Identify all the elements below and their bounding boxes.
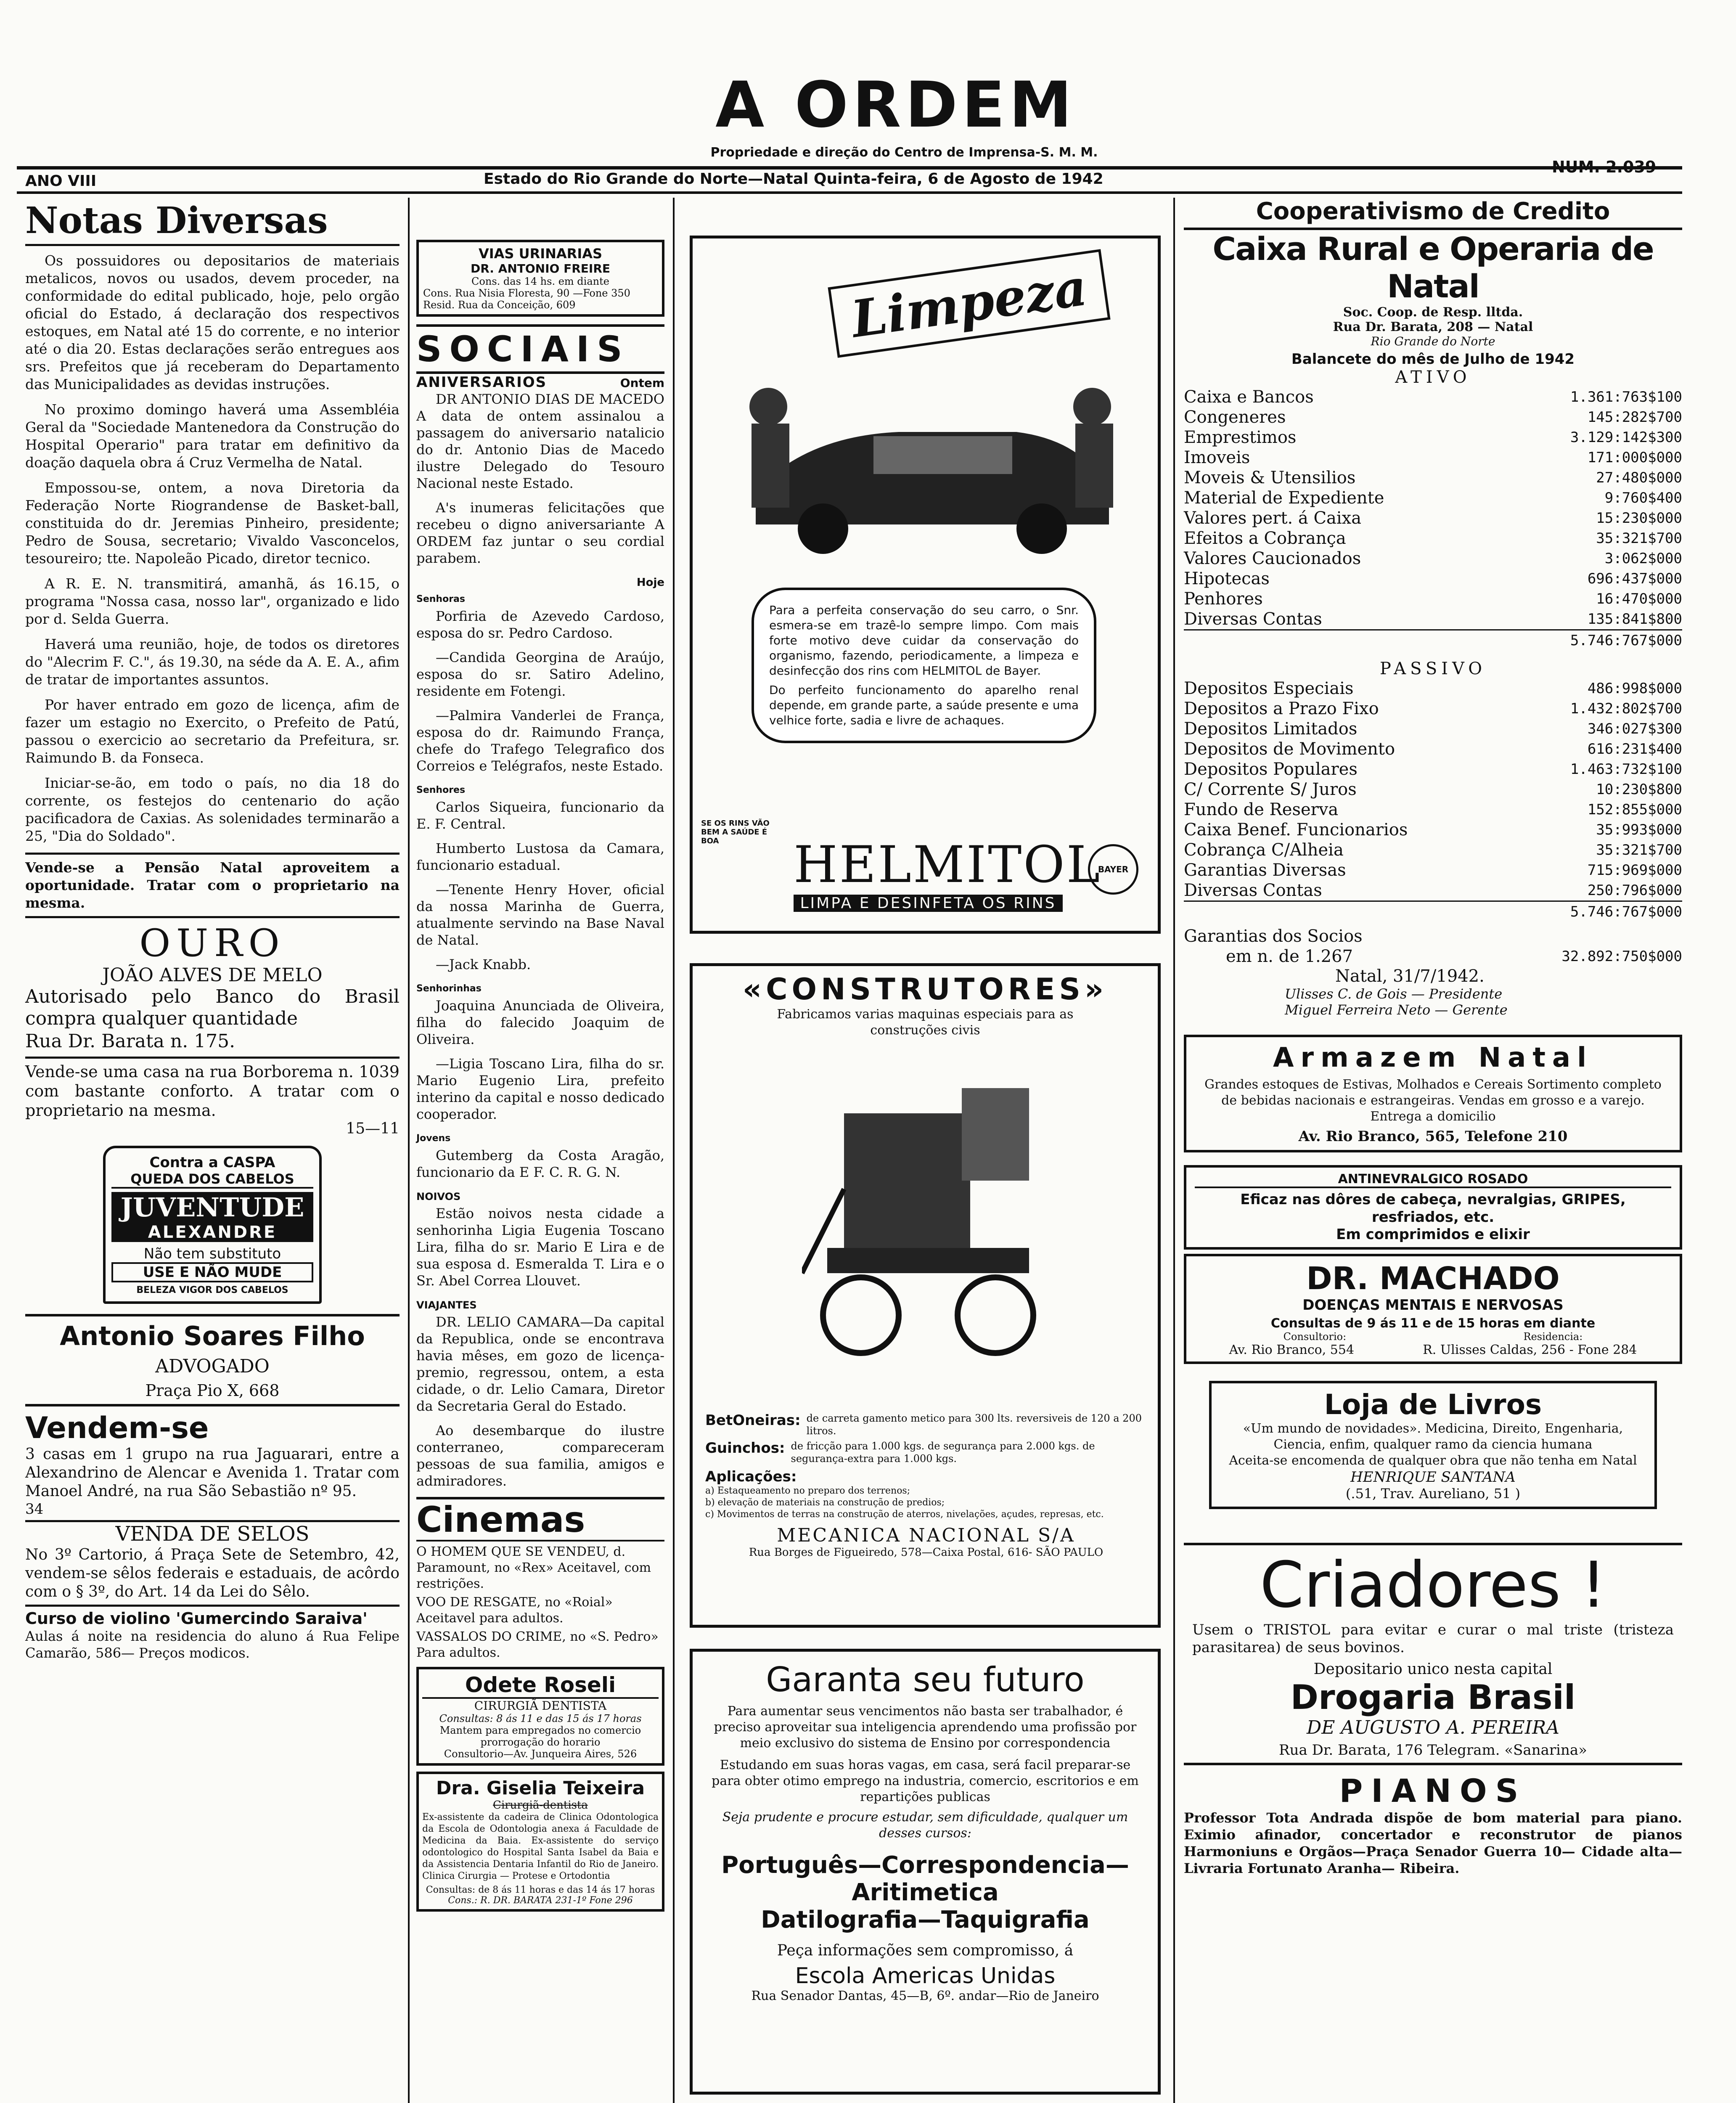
giselia-text: Ex-assistente da cadeira de Clinica Odontologica da Escola de Odontologia anexa á Faculdade de Medicina da Baia. Ex-assistente do serviço odontologico do Hospital Santa Isabel da Baia e da Assistencia Dentaria Infantil do Rio de Janeiro. Clinica Cirurgia — Protese e Ortodontia [422,1812,659,1881]
passivo-label: C/ Corrente S/ Juros [1184,780,1357,799]
helmitol-bubble [752,588,1096,743]
hoje-item: —Palmira Vanderlei de França, esposa do dr. Raimundo França, chefe do Trafego Telegrafico dos Correios e Telégrafos, neste Estado. [416,707,664,774]
rosado-title: ANTINEVRALGICO ROSADO [1195,1172,1671,1188]
juventude-top: Contra a CASPA [149,1154,275,1171]
juventude-side: BELEZA VIGOR DOS CABELOS [136,1285,288,1295]
vias-resid: Resid. Rua da Conceição, 609 [423,299,576,311]
betoneiras-row [705,1412,1147,1437]
column-1 [25,198,400,1661]
ativo-value: 9:760$400 [1604,490,1682,506]
ativo-total-row [1184,629,1682,651]
jovens-item: Gutemberg da Costa Aragão, funcionario da E F. C. R. G. N. [416,1147,664,1180]
ativo-row [1184,609,1682,629]
ativo-value: 3:062$000 [1604,550,1682,567]
car-window [873,436,1012,474]
construtores-sub: Fabricamos varias maquinas especiais para as construções civis [777,1007,1074,1038]
passivo-value: 152:855$000 [1587,801,1682,818]
rosado-text1: Eficaz nas dôres de cabeça, nevralgias, GRIPES, resfriados, etc. [1240,1191,1626,1226]
ouro-title: OURO [139,921,286,965]
machado-res-label: Residencia: [1523,1331,1583,1343]
bayer-logo [1088,844,1138,895]
garanta-text2: Estudando em suas horas vagas, em casa, será facil preparar-se para obter otimo emprego na industria, comercio, escritorios e em repartições publicas [712,1758,1139,1804]
passivo-row [1184,779,1682,800]
hoje-item: —Candida Georgina de Araújo, esposa do sr. Satiro Adelino, residente em Fotengi. [416,649,664,699]
signature-1: Ulisses C. de Gois — Presidente [1285,986,1503,1002]
mixer-hopper [962,1088,1029,1181]
passivo-value: 715:969$000 [1587,862,1682,879]
passivo-value: 346:027$300 [1587,720,1682,737]
column-rule-1 [408,198,410,2103]
ativo-label: Diversas Contas [1184,609,1322,629]
vendem-ref: 34 [25,1501,44,1518]
pianos-text: Professor Tota Andrada dispõe de bom material para piano. Eximio afinador, concertador e reconstrutor de pianos Harmoniuns e Orgãos—Praça Senador Guerra 10— Cidade alta— Livraria Fortunato Aranha— Ribeira. [1184,1810,1682,1876]
ativo-value: 3.129:142$300 [1570,429,1682,446]
senhores-label: Senhores [416,785,466,795]
masthead-year: ANO VIII [25,172,97,190]
column-rule-3 [1173,198,1175,2103]
juventude-bottom1: Não tem substituto [143,1245,281,1262]
cinema-item: VASSALOS DO CRIME, no «S. Pedro» Para adultos. [416,1629,659,1660]
ativo-row [1184,589,1682,609]
aniversarios-ontem: Ontem [620,376,664,390]
mecanica-address: Rua Borges de Figueiredo, 578—Caixa Postal, 616- SÃO PAULO [749,1546,1104,1559]
livros-text2: Aceita-se encomenda de qualquer obra que não tenha em Natal [1229,1453,1637,1468]
garanta-school: Escola Americas Unidas [795,1963,1056,1989]
ativo-row [1184,528,1682,548]
advogado-address: Praça Pio X, 668 [145,1381,280,1400]
odete-address: Consultorio—Av. Junqueira Aires, 526 [444,1748,637,1760]
bayer-text: BAYER [1098,864,1129,874]
nota-paragraph: A R. E. N. transmitirá, amanhã, ás 16.15, o programa "Nossa casa, nosso lar", organizado e lido por d. Selda Guerra. [25,575,400,627]
cinemas-list [416,1544,664,1661]
worker-head-2 [1073,388,1111,426]
passivo-label: Diversas Contas [1184,881,1322,900]
ativo-row [1184,508,1682,528]
senhorinhas-item: —Ligia Toscano Lira, filha do sr. Mario Eugenio Lira, prefeito interino da capital e nosso dedicado cooperador. [416,1056,664,1122]
aplicacao-item: c) Movimentos de terras na construção de aterros, nivelações, açudes, represas, etc. [705,1509,1104,1520]
passivo-label: Fundo de Reserva [1184,800,1339,819]
rosado-text2: Em comprimidos e elixir [1336,1226,1530,1243]
column-rule-2 [673,198,675,2103]
pianos-title: PIANOS [1339,1772,1527,1809]
masthead-subtitle: Propriedade e direção do Centro de Imprensa-S. M. M. [710,145,1098,160]
construtores-title: «CONSTRUTORES» [742,972,1108,1006]
garanta-address: Rua Senador Dantas, 45—B, 6º. andar—Rio de Janeiro [751,1989,1099,2003]
column-4 [1184,198,1682,1877]
giselia-ad [416,1772,664,1912]
sociais-body [416,391,664,1489]
drogaria-address: Rua Dr. Barata, 176 Telegram. «Sanarina» [1279,1742,1587,1759]
passivo-row [1184,678,1682,699]
odete-hours: Consultas: 8 ás 11 e das 15 ás 17 horas [439,1713,642,1724]
passivo-title: PASSIVO [1379,659,1486,678]
senhores-item: —Tenente Henry Hover, oficial da nossa Marinha de Guerra, atualmente servindo na Base Naval de Natal. [416,882,664,948]
ativo-label: Emprestimos [1184,428,1297,447]
cinema-item: O HOMEM QUE SE VENDEU, d. Paramount, no «Rex» Aceitavel, com restrições. [416,1544,651,1591]
juventude-top2: QUEDA DOS CABELOS [111,1171,313,1189]
criadores-dep: Depositario unico nesta capital [1313,1661,1553,1678]
garanta-ad [690,1649,1161,2095]
ativo-value: 135:841$800 [1587,611,1682,628]
passivo-value: 1.432:802$700 [1570,700,1682,717]
aniv-text2: A's inumeras felicitações que recebeu o digno aniversariante A ORDEM faz juntar o seu cordial parabem. [416,500,664,566]
garanta-info: Peça informações sem compromisso, á [777,1942,1074,1959]
passivo-label: Depositos Limitados [1184,719,1358,739]
passivo-row [1184,860,1682,880]
advogado-box [25,1314,400,1406]
passivo-label: Depositos Populares [1184,760,1358,779]
ativo-row [1184,407,1682,427]
garanta-title: Garanta seu futuro [766,1660,1085,1699]
livros-title: Loja de Livros [1324,1388,1542,1421]
balancete-title: Balancete do mês de Julho de 1942 [1291,351,1575,368]
noivos-title: NOIVOS [416,1191,461,1202]
ativo-label: Caixa e Bancos [1184,387,1314,407]
passivo-value: 10:230$800 [1596,781,1682,798]
juventude-brand2: ALEXANDRE [111,1223,313,1242]
nota-paragraph: Iniciar-se-ão, em todo o país, no dia 18 do corrente, os festejos do centenario do ação pacificadora de Caxias. As solenidades terminarão a 25, "Dia do Soldado". [25,775,400,844]
construtores-specs [705,1412,1147,1559]
livros-address: (.51, Trav. Aureliano, 51 ) [1345,1486,1521,1502]
coop-title: Cooperativismo de Credito [1256,198,1610,225]
criadores-ad [1184,1543,1682,1765]
passivo-label: Cobrança C/Alheia [1184,840,1344,860]
aniversarios-header [416,374,664,391]
noivos-text: Estão noivos nesta cidade a senhorinha Ligia Eugenia Toscano Lira, filha do sr. Mario E Lira e de sua esposa d. Esmeralda T. Lira e o Sr. Abel Correa Llouvet. [416,1205,664,1289]
senhores-item: Humberto Lustosa da Camara, funcionario estadual. [416,840,664,873]
ativo-row [1184,548,1682,569]
juventude-bottom2: USE E NÃO MUDE [111,1262,313,1282]
helmitol-tag: LIMPA E DESINFETA OS RINS [794,895,1063,912]
ativo-label: Penhores [1184,589,1263,609]
pensao-notice: Vende-se a Pensão Natal aproveitem a oportunidade. Tratar com o proprietario na mesma. [25,853,400,918]
passivo-value: 616:231$400 [1587,741,1682,758]
machado-ad [1184,1254,1682,1364]
natal-date: Natal, 31/7/1942. [1335,967,1485,986]
machado-labels [1195,1331,1671,1343]
passivo-value: 486:998$000 [1587,680,1682,697]
passivo-value: 250:796$000 [1587,882,1682,899]
passivo-label: Depositos a Prazo Fixo [1184,699,1379,718]
worker-body [752,424,789,508]
nota-paragraph: Haverá uma reunião, hoje, de todos os diretores do "Alecrim F. C.", ás 19.30, na séde da A. E. A., afim de tratar de importantes assuntos. [25,636,400,688]
caixa-title: Caixa Rural e Operaria de Natal [1184,228,1682,305]
guinchos-row [705,1440,1147,1465]
masthead-rule-top [17,166,1682,170]
caixa-soc: Soc. Coop. de Resp. lltda. [1343,305,1523,320]
notas-body [25,252,400,845]
mecanica-name: MECANICA NACIONAL S/A [777,1525,1075,1546]
senhores-item: Carlos Siqueira, funcionario da E. F. Central. [416,799,664,832]
ativo-value: 15:230$000 [1596,510,1682,527]
passivo-total: 5.746:767$000 [1570,903,1682,920]
passivo-total-row [1184,901,1682,922]
machado-sub: DOENÇAS MENTAIS E NERVOSAS [1302,1297,1564,1314]
ativo-label: Valores pert. á Caixa [1184,509,1362,528]
garantias-row [1184,926,1682,946]
senhorinhas-label: Senhorinhas [416,983,482,994]
senhoras-label: Senhoras [416,594,465,604]
kidney-caption: SE OS RINS VÃO BEM A SAÚDE É BOA [701,819,770,845]
jovens-label: Jovens [416,1133,451,1144]
aplicacoes-label: Aplicações: [705,1468,797,1485]
advogado-name: Antonio Soares Filho [60,1321,365,1351]
ouro-address: Rua Dr. Barata n. 175. [25,1030,236,1052]
vendese-casa: Vende-se uma casa na rua Borborema n. 1039 com bastante conforto. A tratar com o proprietario na mesma. [25,1057,400,1120]
masthead-number: NUM. 2.039 [1552,158,1657,176]
ativo-label: Valores Caucionados [1184,549,1361,568]
passivo-row [1184,880,1682,901]
livros-text: «Um mundo de novidades». Medicina, Direito, Engenharia, Ciencia, enfim, qualquer ramo da ciencia humana [1243,1421,1623,1452]
construtores-ad [690,963,1161,1628]
aniv-text: DR ANTONIO DIAS DE MACEDO A data de ontem assinalou a passagem do aniversario natalicio do dr. Antonio Dias de Macedo ilustre Delegado do Tesouro Nacional neste Estado. [416,391,664,491]
ativo-total: 5.746:767$000 [1570,632,1682,649]
aniversarios-title: ANIVERSARIOS [416,374,547,391]
nota-paragraph: No proximo domingo haverá uma Assembléia Geral da "Sociedade Mantenedora da Construção do Hospital Operario" para tratar em definitivo da doação daquela obra á Cruz Vermelha de Natal. [25,401,400,471]
machado-cons-label: Consultorio: [1283,1331,1347,1343]
cinema-item: VOO DE RESGATE, no «Roial» Aceitavel para adultos. [416,1595,613,1626]
ativo-label: Material de Expediente [1184,488,1384,508]
masthead-rule-bottom [17,191,1682,194]
giselia-title: Cirurgiã-dentista [493,1799,588,1812]
ativo-title: ATIVO [1395,368,1471,387]
hoje-item: Porfiria de Azevedo Cardoso, esposa do sr. Pedro Cardoso. [416,608,664,641]
viajantes-text: DR. LELIO CAMARA—Da capital da Republica, onde se encontrava havia mêses, em gozo de licença-premio, regressou, ontem, a esta cidade, o dr. Lelio Camara, Diretor da Secretaria Geral do Estado. [416,1314,664,1414]
juventude-brand: JUVENTUDE [111,1192,313,1223]
machado-res: R. Ulisses Caldas, 256 - Fone 284 [1423,1343,1637,1357]
ativo-row [1184,569,1682,589]
passivo-label: Depositos Especiais [1184,679,1354,698]
car-wheel-front [798,503,848,554]
notas-title: Notas Diversas [25,198,400,246]
helmitol-ad [690,236,1161,934]
vias-title: VIAS URINARIAS [478,246,603,262]
garanta-courses2: Datilografia—Taquigrafia [761,1906,1090,1933]
masthead-dateline: Estado do Rio Grande do Norte—Natal Quinta-feira, 6 de Agosto de 1942 [484,170,1104,188]
helmitol-brand: HELMITOL [794,836,1102,894]
garanta-courses1: Português—Correspondencia—Aritimetica [721,1851,1129,1906]
vias-cons: Cons. Rua Nisia Floresta, 90 —Fone 350 [423,287,630,299]
odete-title: CIRURGIÃ DENTISTA [474,1699,607,1713]
vendem-text: 3 casas em 1 grupo na rua Jaguarari, entre a Alexandrino de Alencar e Avenida 1. Tratar com Manoel André, na rua São Sebastião nº 95. [25,1446,400,1500]
passivo-row [1184,800,1682,820]
criadores-title: Criadores ! [1260,1549,1606,1622]
sociais-title: SOCIAIS [416,324,664,374]
ativo-value: 16:470$000 [1596,591,1682,607]
ativo-row [1184,448,1682,468]
passivo-value: 1.463:732$100 [1570,761,1682,778]
advogado-title: ADVOGADO [155,1356,270,1377]
livros-owner: HENRIQUE SANTANA [1350,1469,1516,1486]
nota-paragraph: Os possuidores ou depositarios de materiais metalicos, novos ou usados, devem proceder, na conformidade do edital publicado, hoje, pelo orgão oficial do Estado, á declaração dos respectivos estoques, em Natal até 15 do corrente, e no interior até o dia 20. Estas declarações serão entregues aos srs. Prefeitos que já receberam do Departamento das Municipalidades as devidas instruções. [25,252,400,392]
viajantes-text2: Ao desembarque do ilustre conterraneo, compareceram pessoas de sua familia, amigos e admiradores. [416,1422,664,1489]
guinchos-text: de fricção para 1.000 kgs. de segurança para 2.000 kgs. de segurança-extra para 1.000 kgs. [791,1440,1095,1465]
helmitol-bullet: Para a perfeita conservação do seu carro, o Snr. esmera-se em trazê-lo sempre limpo. Com mais forte motivo deve cuidar da conservação do organismo, fazendo, periodicamente, a limpeza e desinfecção dos rins com HELMITOL de Bayer. [769,603,1079,678]
column-2 [416,240,664,1912]
odete-name: Odete Roseli [422,1673,659,1699]
ativo-label: Hipotecas [1184,569,1270,588]
ativo-row [1184,488,1682,508]
armazem-ad [1184,1035,1682,1152]
ativo-label: Congeneres [1184,408,1286,427]
mixer-frame [827,1248,1029,1273]
odete-ad [416,1667,664,1766]
garantias-value: 32.892:750$000 [1561,948,1682,965]
violino-text: Aulas á noite na residencia do aluno á Rua Felipe Camarão, 586— Preços modicos. [25,1628,400,1661]
passivo-label: Depositos de Movimento [1184,739,1395,759]
garantias-label: Garantias dos Socios [1184,927,1363,946]
selos-text: No 3º Cartorio, á Praça Sete de Setembro, 42, vendem-se sêlos federais e estaduais, de acôrdo com o § 3º, do Art. 14 da Lei do Sêlo. [25,1546,400,1600]
caixa-estado: Rio Grande do Norte [1371,334,1495,348]
criadores-text: Usem o TRISTOL para evitar e curar o mal triste (tristeza parasitarea) de seus bovinos. [1192,1621,1674,1656]
armazem-address: Av. Rio Branco, 565, Telefone 210 [1298,1128,1568,1145]
caixa-rua: Rua Dr. Barata, 208 — Natal [1333,320,1533,334]
helmitol-bullet: Do perfeito funcionamento do aparelho renal depende, em grande parte, a saúde presente e uma velhice forte, sadia e livre de achaques. [769,683,1079,727]
selos-title: VENDA DE SELOS [25,1520,400,1546]
ativo-value: 35:321$700 [1596,530,1682,547]
limpeza-word: Limpeza [828,249,1110,358]
betoneiras-label: BetOneiras: [705,1412,801,1429]
senhores-item: —Jack Knabb. [436,956,531,972]
guinchos-label: Guinchos: [705,1440,785,1457]
garantias-n: em n. de 1.267 [1226,947,1353,966]
giselia-address: Cons.: R. DR. BARATA 231-1º Fone 296 [448,1895,633,1906]
ativo-value: 696:437$000 [1587,570,1682,587]
ativo-value: 171:000$000 [1587,449,1682,466]
ativo-row [1184,427,1682,448]
armazem-text: Grandes estoques de Estivas, Molhados e Cereais Sortimento completo de bebidas nacionais e estrangeiras. Vendas em grosso e a varejo. Entrega a domicilio [1204,1077,1662,1124]
ativo-value: 27:480$000 [1596,469,1682,486]
passivo-row [1184,739,1682,759]
masthead-title: A ORDEM [715,69,1076,142]
ativo-row [1184,387,1682,407]
ativo-label: Moveis & Utensilios [1184,468,1356,487]
senhorinhas-item: Joaquina Anunciada de Oliveira, filha do falecido Joaquim de Oliveira. [416,998,664,1047]
signature-2: Miguel Ferreira Neto — Gerente [1285,1002,1508,1018]
drogaria-name: Drogaria Brasil [1290,1678,1576,1717]
worker-body-2 [1075,424,1113,508]
machado-title: DR. MACHADO [1306,1261,1560,1297]
mixer-wheel-left [823,1277,899,1353]
worker-head [749,388,787,426]
passivo-label: Garantias Diversas [1184,861,1346,880]
armazem-title: Armazem Natal [1273,1042,1593,1073]
machado-addresses [1195,1343,1671,1357]
cinemas-title: Cinemas [416,1497,664,1541]
giselia-name: Dra. Giselia Teixeira [436,1777,645,1799]
nota-paragraph: Por haver entrado em gozo de licença, afim de fazer um estagio no Exercito, o Prefeito de Patú, passou o exercicio ao secretario da Prefeitura, sr. Raimundo B. da Fonseca. [25,697,400,766]
passivo-row [1184,699,1682,719]
ativo-value: 145:282$700 [1587,409,1682,426]
mixer-drum [844,1113,970,1248]
vias-hours: Cons. das 14 hs. em diante [471,275,609,287]
concrete-mixer-illustration [802,1063,1054,1399]
vias-doctor: DR. ANTONIO FREIRE [470,262,611,275]
vendem-title: Vendem-se [25,1411,209,1445]
passivo-row [1184,840,1682,860]
passivo-value: 35:993$000 [1596,821,1682,838]
livros-ad [1209,1381,1657,1509]
ativo-label: Efeitos a Cobrança [1184,529,1346,548]
juventude-ad [103,1146,322,1304]
ouro-text: Autorisado pelo Banco do Brasil compra qualquer quantidade [25,986,400,1029]
limpeza-banner [722,255,1126,600]
aplicacao-item: a) Estaqueamento no preparo dos terrenos; [705,1486,910,1496]
car-wheel-back [1016,503,1067,554]
rosado-ad [1184,1165,1682,1250]
drogaria-owner: DE AUGUSTO A. PEREIRA [1306,1717,1560,1738]
ativo-table [1184,387,1682,629]
passivo-label: Caixa Benef. Funcionarios [1184,820,1408,840]
passivo-row [1184,820,1682,840]
garantias-value-row [1184,946,1682,967]
mixer-wheel-right [958,1277,1033,1353]
vendese-casa-ref: 15—11 [346,1120,400,1137]
aplicacao-item: b) elevação de materiais na construção de predios; [705,1497,945,1508]
viajantes-title: VIAJANTES [416,1299,477,1311]
ativo-value: 1.361:763$100 [1570,389,1682,405]
betoneiras-text: de carreta gamento metico para 300 lts. reversiveis de 120 a 200 litros. [806,1412,1142,1437]
odete-text: Mantem para empregados no comercio prorrogação do horario [439,1724,641,1748]
machado-cons: Av. Rio Branco, 554 [1229,1343,1355,1357]
passivo-row [1184,719,1682,739]
garanta-text1: Para aumentar seus vencimentos não basta ser trabalhador, é preciso aproveitar sua inteligencia aprendendo uma profissão por meio exclusivo do sistema de Ensino por correspondencia [714,1704,1137,1751]
violino-title: Curso de violino 'Gumercindo Saraiva' [25,1605,400,1628]
ativo-row [1184,468,1682,488]
giselia-hours: Consultas: de 8 ás 11 horas e das 14 ás 17 horas [426,1885,655,1895]
garanta-text3: Seja prudente e procure estudar, sem dificuldade, qualquer um desses cursos: [722,1810,1128,1841]
passivo-table [1184,678,1682,901]
ouro-name: JOÃO ALVES DE MELO [102,964,323,986]
nota-paragraph: Empossou-se, ontem, a nova Diretoria da Federação Norte Riograndense de Basket-ball, constituida do dr. Jeremias Pinheiro, presidente; Pedro de Sousa, secretario; Vivaldo Vasconcelos, tesoureiro; tte. Napoleão Picado, diretor tecnico. [25,479,400,567]
hoje-label: Hoje [636,576,664,589]
ativo-label: Imoveis [1184,448,1250,467]
machado-hours: Consultas de 9 ás 11 e de 15 horas em diante [1270,1316,1596,1331]
vias-urinarias-ad [416,240,664,317]
passivo-value: 35:321$700 [1596,842,1682,858]
passivo-row [1184,759,1682,779]
